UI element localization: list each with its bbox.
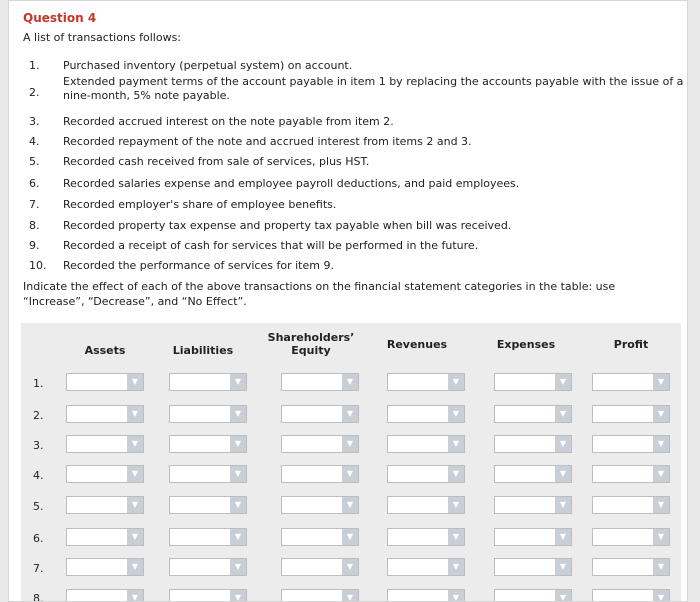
column-header: Expenses — [496, 337, 556, 351]
effect-dropdown[interactable] — [169, 496, 247, 514]
effect-dropdown[interactable] — [281, 589, 359, 602]
transaction-item — [23, 59, 688, 73]
effect-dropdown[interactable] — [387, 435, 465, 453]
effect-dropdown[interactable] — [592, 465, 670, 483]
effect-dropdown[interactable] — [281, 496, 359, 514]
effect-dropdown[interactable] — [494, 373, 572, 391]
chevron-down-icon[interactable]: ▼ — [653, 590, 669, 602]
effect-dropdown[interactable] — [169, 465, 247, 483]
effect-dropdown[interactable] — [494, 496, 572, 514]
chevron-down-icon[interactable]: ▼ — [653, 559, 669, 575]
transaction-text: Extended payment terms of the account payable in item 1 by replacing the accounts payable with the issue of a nine-month, 5% note payable. — [63, 75, 684, 102]
chevron-down-icon[interactable]: ▼ — [342, 590, 358, 602]
effect-dropdown[interactable] — [281, 558, 359, 576]
chevron-down-icon[interactable]: ▼ — [342, 529, 358, 545]
chevron-down-icon[interactable]: ▼ — [555, 436, 571, 452]
chevron-down-icon[interactable]: ▼ — [127, 436, 143, 452]
chevron-down-icon[interactable]: ▼ — [653, 497, 669, 513]
chevron-down-icon[interactable]: ▼ — [342, 497, 358, 513]
question-title: Question 4 — [23, 11, 97, 25]
effect-dropdown[interactable] — [494, 589, 572, 602]
effect-dropdown[interactable] — [281, 405, 359, 423]
effect-dropdown[interactable] — [281, 435, 359, 453]
chevron-down-icon[interactable]: ▼ — [127, 374, 143, 390]
effect-dropdown[interactable] — [494, 465, 572, 483]
effect-dropdown[interactable] — [281, 528, 359, 546]
transaction-text: Recorded property tax expense and property tax payable when bill was received. — [63, 219, 512, 232]
column-header: Revenues — [386, 337, 448, 351]
chevron-down-icon[interactable]: ▼ — [127, 529, 143, 545]
chevron-down-icon[interactable]: ▼ — [127, 590, 143, 602]
chevron-down-icon[interactable]: ▼ — [342, 559, 358, 575]
transaction-item — [23, 115, 688, 129]
transaction-number: 9. — [29, 239, 40, 252]
chevron-down-icon[interactable]: ▼ — [555, 466, 571, 482]
transaction-item — [23, 239, 688, 253]
transaction-text: Recorded salaries expense and employee payroll deductions, and paid employees. — [63, 177, 520, 190]
effect-dropdown[interactable] — [66, 496, 144, 514]
transaction-number: 5. — [29, 155, 40, 168]
transaction-item — [23, 75, 688, 103]
effect-dropdown[interactable] — [66, 465, 144, 483]
effect-dropdown[interactable] — [592, 528, 670, 546]
chevron-down-icon[interactable]: ▼ — [230, 406, 246, 422]
chevron-down-icon[interactable]: ▼ — [555, 529, 571, 545]
transaction-number: 3. — [29, 115, 40, 128]
transaction-item — [23, 219, 688, 233]
transaction-number: 4. — [29, 135, 40, 148]
column-header: Liabilities — [172, 343, 234, 357]
effect-dropdown[interactable] — [592, 558, 670, 576]
chevron-down-icon[interactable]: ▼ — [230, 529, 246, 545]
effect-dropdown[interactable] — [592, 496, 670, 514]
effect-dropdown[interactable] — [281, 373, 359, 391]
chevron-down-icon[interactable]: ▼ — [653, 529, 669, 545]
column-header: Profit — [613, 337, 649, 351]
chevron-down-icon[interactable]: ▼ — [555, 497, 571, 513]
transaction-item — [23, 259, 688, 273]
column-header: Shareholders’ Equity — [267, 331, 355, 357]
effect-dropdown[interactable] — [66, 589, 144, 602]
transaction-item — [23, 198, 688, 212]
effect-dropdown[interactable] — [66, 373, 144, 391]
transaction-text: Purchased inventory (perpetual system) on account. — [63, 59, 353, 72]
transaction-text: Recorded employer's share of employee benefits. — [63, 198, 337, 211]
effect-dropdown[interactable] — [387, 528, 465, 546]
row-number: 4. — [33, 469, 44, 482]
effect-dropdown[interactable] — [281, 465, 359, 483]
transaction-number: 2. — [29, 86, 40, 99]
chevron-down-icon[interactable]: ▼ — [127, 497, 143, 513]
transaction-number: 7. — [29, 198, 40, 211]
chevron-down-icon[interactable]: ▼ — [230, 466, 246, 482]
question-page — [8, 0, 688, 602]
row-number: 6. — [33, 532, 44, 545]
row-number: 8. — [33, 592, 44, 602]
chevron-down-icon[interactable]: ▼ — [555, 374, 571, 390]
chevron-down-icon[interactable]: ▼ — [230, 436, 246, 452]
effect-dropdown[interactable] — [66, 405, 144, 423]
effect-dropdown[interactable] — [169, 558, 247, 576]
effect-dropdown[interactable] — [169, 528, 247, 546]
chevron-down-icon[interactable]: ▼ — [342, 436, 358, 452]
effect-dropdown[interactable] — [66, 528, 144, 546]
chevron-down-icon[interactable]: ▼ — [448, 529, 464, 545]
chevron-down-icon[interactable]: ▼ — [342, 374, 358, 390]
transaction-text: Recorded repayment of the note and accrued interest from items 2 and 3. — [63, 135, 472, 148]
chevron-down-icon[interactable]: ▼ — [230, 559, 246, 575]
chevron-down-icon[interactable]: ▼ — [448, 590, 464, 602]
transaction-number: 10. — [29, 259, 47, 272]
transaction-item — [23, 155, 688, 169]
effect-dropdown[interactable] — [169, 589, 247, 602]
transaction-text: Recorded cash received from sale of services, plus HST. — [63, 155, 370, 168]
column-header: Assets — [84, 343, 126, 357]
effect-dropdown[interactable] — [494, 405, 572, 423]
chevron-down-icon[interactable]: ▼ — [448, 374, 464, 390]
chevron-down-icon[interactable]: ▼ — [653, 436, 669, 452]
transaction-text: Recorded the performance of services for item 9. — [63, 259, 334, 272]
question-intro: A list of transactions follows: — [23, 31, 182, 44]
effect-dropdown[interactable] — [66, 558, 144, 576]
effects-table — [21, 323, 681, 602]
effect-dropdown[interactable] — [387, 558, 465, 576]
chevron-down-icon[interactable]: ▼ — [448, 406, 464, 422]
chevron-down-icon[interactable]: ▼ — [448, 436, 464, 452]
transaction-number: 6. — [29, 177, 40, 190]
transaction-item — [23, 177, 688, 191]
instruction-text: Indicate the effect of each of the above transactions on the financial statement categories in the table: use “Increase”, “Decrease”, and “No Effect”. — [23, 280, 616, 308]
effect-dropdown[interactable] — [66, 435, 144, 453]
chevron-down-icon[interactable]: ▼ — [448, 559, 464, 575]
transaction-number: 8. — [29, 219, 40, 232]
chevron-down-icon[interactable]: ▼ — [230, 497, 246, 513]
chevron-down-icon[interactable]: ▼ — [653, 466, 669, 482]
chevron-down-icon[interactable]: ▼ — [230, 590, 246, 602]
effect-dropdown[interactable] — [592, 405, 670, 423]
chevron-down-icon[interactable]: ▼ — [127, 559, 143, 575]
chevron-down-icon[interactable]: ▼ — [653, 374, 669, 390]
chevron-down-icon[interactable]: ▼ — [448, 497, 464, 513]
chevron-down-icon[interactable]: ▼ — [653, 406, 669, 422]
effect-dropdown[interactable] — [169, 435, 247, 453]
row-number: 3. — [33, 439, 44, 452]
chevron-down-icon[interactable]: ▼ — [342, 466, 358, 482]
chevron-down-icon[interactable]: ▼ — [555, 590, 571, 602]
effect-dropdown[interactable] — [387, 405, 465, 423]
chevron-down-icon[interactable]: ▼ — [127, 466, 143, 482]
row-number: 7. — [33, 562, 44, 575]
effect-dropdown[interactable] — [387, 373, 465, 391]
effect-dropdown[interactable] — [169, 405, 247, 423]
row-number: 1. — [33, 377, 44, 390]
row-number: 2. — [33, 409, 44, 422]
chevron-down-icon[interactable]: ▼ — [342, 406, 358, 422]
effect-dropdown[interactable] — [387, 496, 465, 514]
chevron-down-icon[interactable]: ▼ — [230, 374, 246, 390]
chevron-down-icon[interactable]: ▼ — [127, 406, 143, 422]
effect-dropdown[interactable] — [169, 373, 247, 391]
transaction-number: 1. — [29, 59, 40, 72]
chevron-down-icon[interactable]: ▼ — [555, 406, 571, 422]
effect-dropdown[interactable] — [592, 435, 670, 453]
effect-dropdown[interactable] — [494, 558, 572, 576]
effect-dropdown[interactable] — [494, 528, 572, 546]
effect-dropdown[interactable] — [592, 589, 670, 602]
effect-dropdown[interactable] — [387, 589, 465, 602]
transaction-text: Recorded accrued interest on the note payable from item 2. — [63, 115, 394, 128]
effect-dropdown[interactable] — [494, 435, 572, 453]
transaction-item — [23, 135, 688, 149]
chevron-down-icon[interactable]: ▼ — [555, 559, 571, 575]
effect-dropdown[interactable] — [387, 465, 465, 483]
row-number: 5. — [33, 500, 44, 513]
effect-dropdown[interactable] — [592, 373, 670, 391]
chevron-down-icon[interactable]: ▼ — [448, 466, 464, 482]
transaction-text: Recorded a receipt of cash for services that will be performed in the future. — [63, 239, 479, 252]
